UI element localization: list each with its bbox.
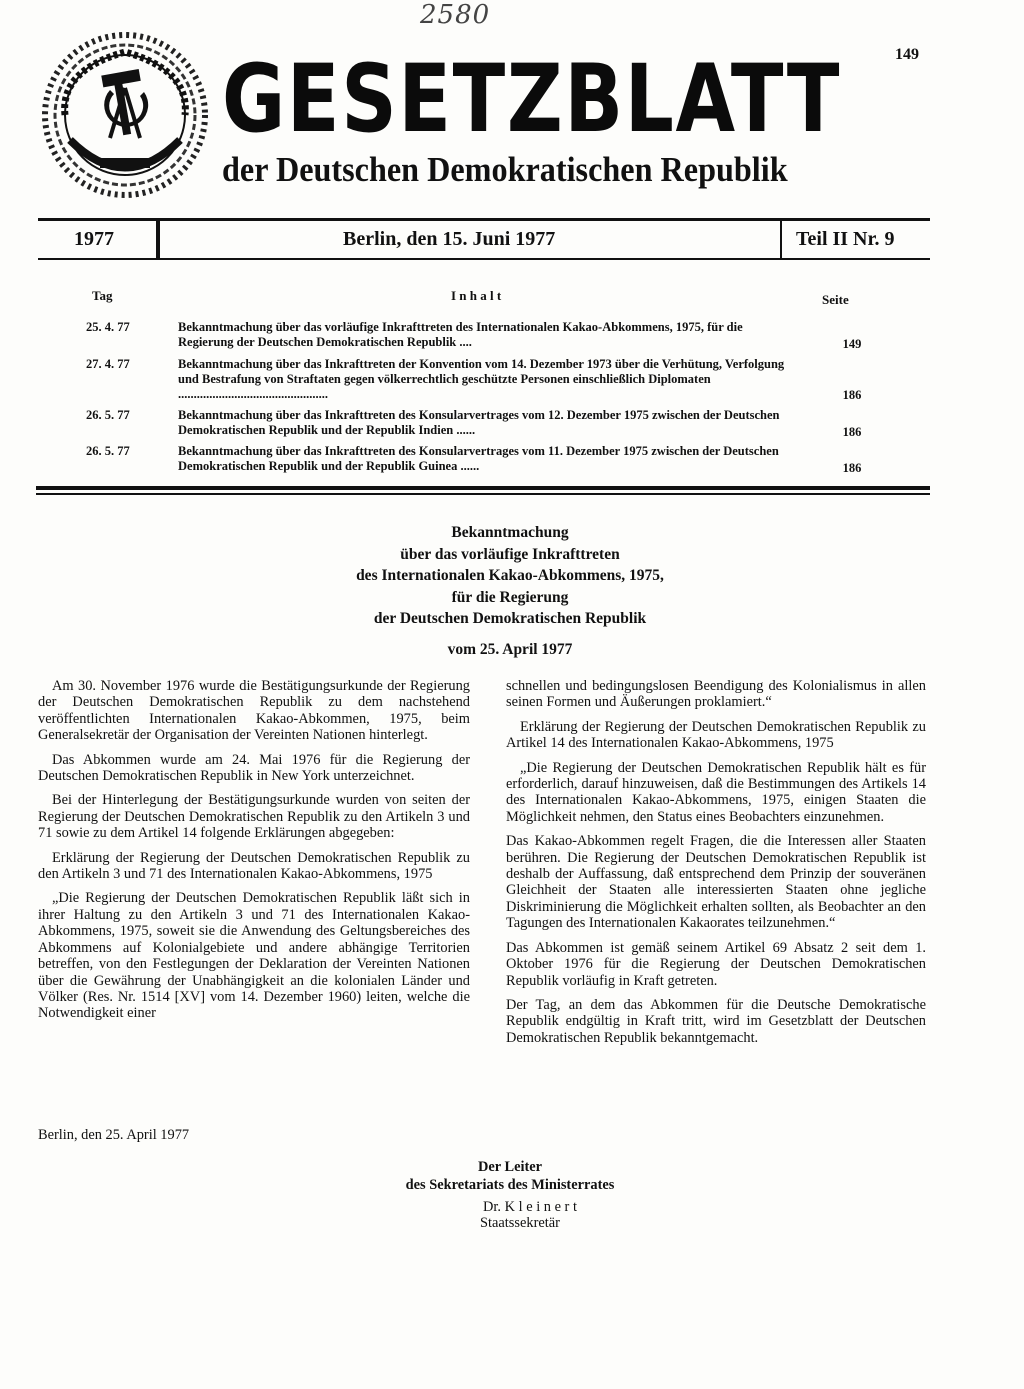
- body-paragraph: Das Abkommen ist gemäß seinem Artikel 69 Absatz 2 seit dem 1. Oktober 1976 für die Regierung der Deutschen Demokratischen Republik vorläufig in Kraft getreten.: [506, 939, 926, 989]
- body-paragraph: „Die Regierung der Deutschen Demokratischen Republik hält es für erforderlich, darauf hinzuweisen, daß die Bestimmungen des Artikels 14 des Internationalen Kakao-Abkommens, 1975, einigen Staaten die Möglichkeit nehmen, den Status eines Beobachters einzunehmen.: [506, 759, 926, 825]
- toc-entry: [38, 320, 928, 352]
- signoff-place-date: Berlin, den 25. April 1977: [38, 1127, 190, 1143]
- toc-entry-text: Bekanntmachung über das Inkrafttreten des Konsularvertrages vom 11. Dezember 1975 zwischen der Deutschen Demokratischen Republik und der Republik Guinea ......: [178, 444, 779, 473]
- body-paragraph: Der Tag, an dem das Abkommen für die Deutsche Demokratische Republik endgültig in Kraft tritt, wird im Gesetzblatt der Deutschen Demokratischen Republik bekanntgemacht.: [506, 996, 926, 1046]
- issue-row: [38, 220, 930, 258]
- issue-year: 1977: [74, 228, 114, 250]
- body-paragraph: Am 30. November 1976 wurde die Bestätigungsurkunde der Regierung der Deutschen Demokratischen Republik zu dem nachstehend veröffentlichten Internationalen Kakao-Abkommen, 1975, beim Generalsekretär der Organisation der Vereinten Nationen hinterlegt.: [38, 678, 470, 744]
- issue-divider: [780, 220, 782, 258]
- body-right-column: [506, 678, 926, 1054]
- signatory-name: Dr. K l e i n e r t: [483, 1199, 577, 1215]
- announcement-date: vom 25. April 1977: [447, 640, 573, 658]
- toc-entry-page: 186: [842, 388, 862, 402]
- body-paragraph: Das Abkommen wurde am 24. Mai 1976 für die Regierung der Deutschen Demokratischen Republik in New York unterzeichnet.: [38, 751, 470, 785]
- body-paragraph: „Die Regierung der Deutschen Demokratischen Republik läßt sich in ihrer Haltung zu den Artikeln 3 und 71 des Internationalen Kakao-Abkommens, 1975, soweit sie die Anwendung des Geltungsbereiches des Abkommens auf Kolonialgebiete und andere abhängige Territorien betreffen, von den Festlegungen der Deklaration der Vereinten Nationen über die Gewährung der Unabhängigkeit an die kolonialen Länder und Völker (Res. Nr. 1514 [XV] vom 14. Dezember 1960) leiten, welche die Notwendigkeit einer: [38, 890, 470, 1022]
- toc-entry-page: 186: [842, 425, 862, 439]
- issue-part-number: Teil II Nr. 9: [796, 228, 895, 250]
- toc-entry-date: 26. 5. 77: [86, 444, 130, 458]
- toc-entry: [38, 408, 928, 440]
- toc-entry-date: 26. 5. 77: [86, 408, 130, 422]
- body-paragraph: schnellen und bedingungslosen Beendigung des Kolonialismus in allen seinen Formen und Äußerungen proklamiert.“: [506, 678, 926, 711]
- masthead-subtitle: der Deutschen Demokratischen Republik: [222, 150, 788, 189]
- state-emblem-icon: [40, 30, 210, 200]
- handwritten-note: 2580: [420, 0, 491, 30]
- signatory-title: Staatssekretär: [480, 1215, 560, 1231]
- body-paragraph: Bei der Hinterlegung der Bestätigungsurkunde wurden von seiten der Regierung der Deutschen Demokratischen Republik zu den Artikeln 3 und 71 sowie zu dem Artikel 14 folgende Erklärungen abgegeben:: [38, 792, 470, 842]
- toc-separator: [36, 486, 930, 490]
- announcement-title-line: über das vorläufige Inkrafttreten: [400, 545, 620, 563]
- toc-entry-text: Bekanntmachung über das Inkrafttreten der Konvention vom 14. Dezember 1973 über die Verhütung, Verfolgung und Bestrafung von Straftaten gegen völkerrechtlich geschützte Personen einschließlich Diplomaten ................................................: [178, 357, 785, 401]
- toc-date-header: Tag: [92, 288, 113, 303]
- announcement-title: [200, 522, 820, 660]
- announcement-title-line: für die Regierung: [451, 588, 569, 606]
- announcement-title-line: Bekanntmachung: [451, 524, 569, 541]
- announcement-title-line: des Internationalen Kakao-Abkommens, 1975,: [356, 567, 664, 584]
- page-number: 149: [895, 46, 919, 63]
- masthead-title: GESETZBLATT: [222, 45, 842, 154]
- body-paragraph: Das Kakao-Abkommen regelt Fragen, die die Interessen aller Staaten berühren. Die Regierung der Deutschen Demokratischen Republik ist deshalb der Auffassung, daß entsprechend dem Prinzip der souveränen Gleichheit der Staaten alle interessierten Staaten ohne jegliche Diskriminierung die Möglichkeit erhalten sollten, als Beobachter an den Tagungen des Internationalen Kakaorates teilzunehmen.“: [506, 833, 926, 932]
- toc-page-header: Seite: [822, 292, 849, 307]
- issue-divider: [156, 220, 160, 258]
- toc-entry: [38, 444, 928, 476]
- signatory-line: des Sekretariats des Ministerrates: [405, 1177, 615, 1193]
- issue-rule: [38, 258, 930, 260]
- toc-entry: [38, 357, 928, 403]
- toc-entry-date: 25. 4. 77: [86, 320, 130, 334]
- signature-block: [330, 1158, 690, 1232]
- issue-place-date: Berlin, den 15. Juni 1977: [343, 228, 556, 250]
- body-paragraph: Erklärung der Regierung der Deutschen Demokratischen Republik zu den Artikeln 3 und 71 des Internationalen Kakao-Abkommens, 1975: [38, 849, 470, 883]
- body-left-column: [38, 678, 470, 1022]
- toc-entry-page: 186: [842, 461, 862, 475]
- toc-entry-text: Bekanntmachung über das vorläufige Inkrafttreten des Internationalen Kakao-Abkommens, 1975, für die Regierung der Deutschen Demokratischen Republik ....: [178, 320, 743, 349]
- toc-entry-page: 149: [842, 337, 862, 351]
- toc-entry-date: 27. 4. 77: [86, 357, 130, 371]
- toc-separator: [36, 493, 930, 495]
- announcement-title-line: der Deutschen Demokratischen Republik: [373, 610, 647, 627]
- signatory-line: Der Leiter: [477, 1159, 543, 1175]
- toc-entry-text: Bekanntmachung über das Inkrafttreten des Konsularvertrages vom 12. Dezember 1975 zwischen der Deutschen Demokratischen Republik und der Republik Indien ......: [178, 408, 780, 437]
- body-paragraph: Erklärung der Regierung der Deutschen Demokratischen Republik zu Artikel 14 des Internationalen Kakao-Abkommens, 1975: [506, 718, 926, 752]
- toc-content-header: I n h a l t: [451, 288, 502, 303]
